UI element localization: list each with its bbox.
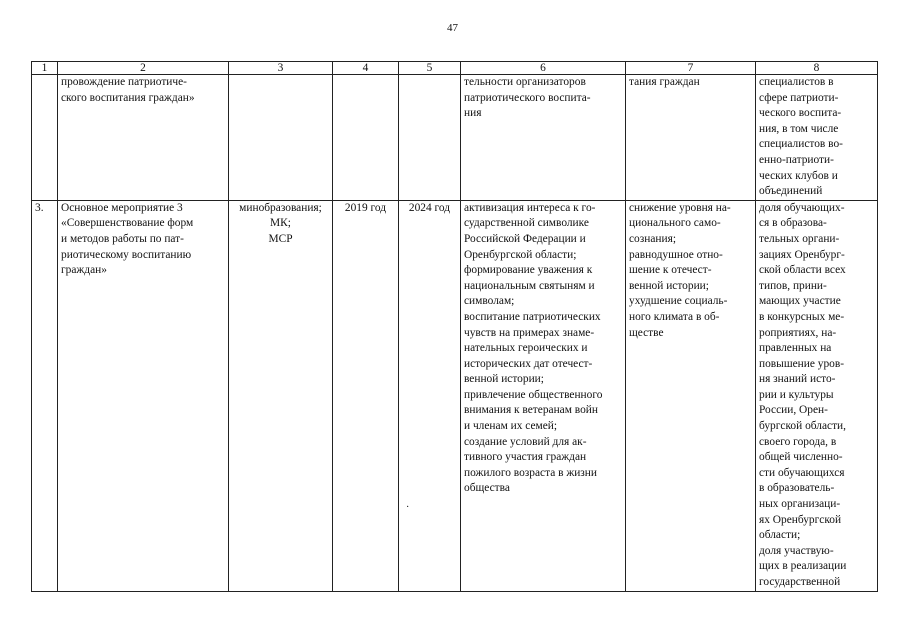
column-number-header-row: [32, 62, 878, 75]
column-header-1: 1: [32, 62, 58, 75]
end-year-cell: [399, 75, 461, 201]
expected-result-cell: тельности организаторов патриотического воспита- ния: [461, 75, 626, 201]
program-activities-table: [31, 61, 878, 592]
column-header-2: 2: [58, 62, 229, 75]
row-number-cell: [32, 75, 58, 201]
column-header-4: 4: [333, 62, 399, 75]
column-header-8: 8: [756, 62, 878, 75]
page-number: 47: [447, 22, 458, 34]
column-header-5: 5: [399, 62, 461, 75]
start-year-cell: 2019 год: [333, 200, 399, 591]
column-header-3: 3: [229, 62, 333, 75]
start-year-cell: [333, 75, 399, 201]
column-header-7: 7: [626, 62, 756, 75]
consequences-cell: снижение уровня на- ционального само- сознания; равнодушное отно- шение к отечест- венной истории; ухудшение социаль- ного климата в об- ществе: [626, 200, 756, 591]
table-row-continued: [32, 75, 878, 201]
column-header-6: 6: [461, 62, 626, 75]
activity-name-cell: Основное мероприятие 3 «Совершенствование форм и методов работы по пат- риотическому воспитанию граждан»: [58, 200, 229, 591]
expected-result-cell: активизация интереса к го- сударственной символике Российской Федерации и Оренбургской области; формирование уважения к национальным святыням и символам; воспитание патриотических чувств на примерах знаме- нательных героических и исторических дат отечест- венной истории; привлечение общественного внимания к ветеранам войн и членам их семей; создание условий для ак- тивного участия граждан пожилого возраста в жизни общества: [461, 200, 626, 591]
end-year-cell: 2024 год: [399, 200, 461, 591]
indicator-link-cell: доля обучающих- ся в образова- тельных органи- зациях Оренбург- ской области всех типов, прини- мающих участие в конкурсных ме- роприятиях, на- правленных на повышение уров- ня знаний исто- рии и культуры России, Орен- бургской области, своего города, в общей численно- сти обучающихся в образователь- ных организаци- ях Оренбургской области; доля участвую- щих в реализации государственной: [756, 200, 878, 591]
activity-name-cell: провождение патриотиче- ского воспитания граждан»: [58, 75, 229, 201]
table-row-activity-3: [32, 200, 878, 591]
consequences-cell: тания граждан: [626, 75, 756, 201]
scan-speck: ·: [406, 502, 410, 513]
executor-cell: [229, 75, 333, 201]
row-number-cell: 3.: [32, 200, 58, 591]
executor-cell: минобразования; МК; МСР: [229, 200, 333, 591]
indicator-link-cell: специалистов в сфере патриоти- ческого воспита- ния, в том числе специалистов во- енно-патриоти- ческих клубов и объединений: [756, 75, 878, 201]
